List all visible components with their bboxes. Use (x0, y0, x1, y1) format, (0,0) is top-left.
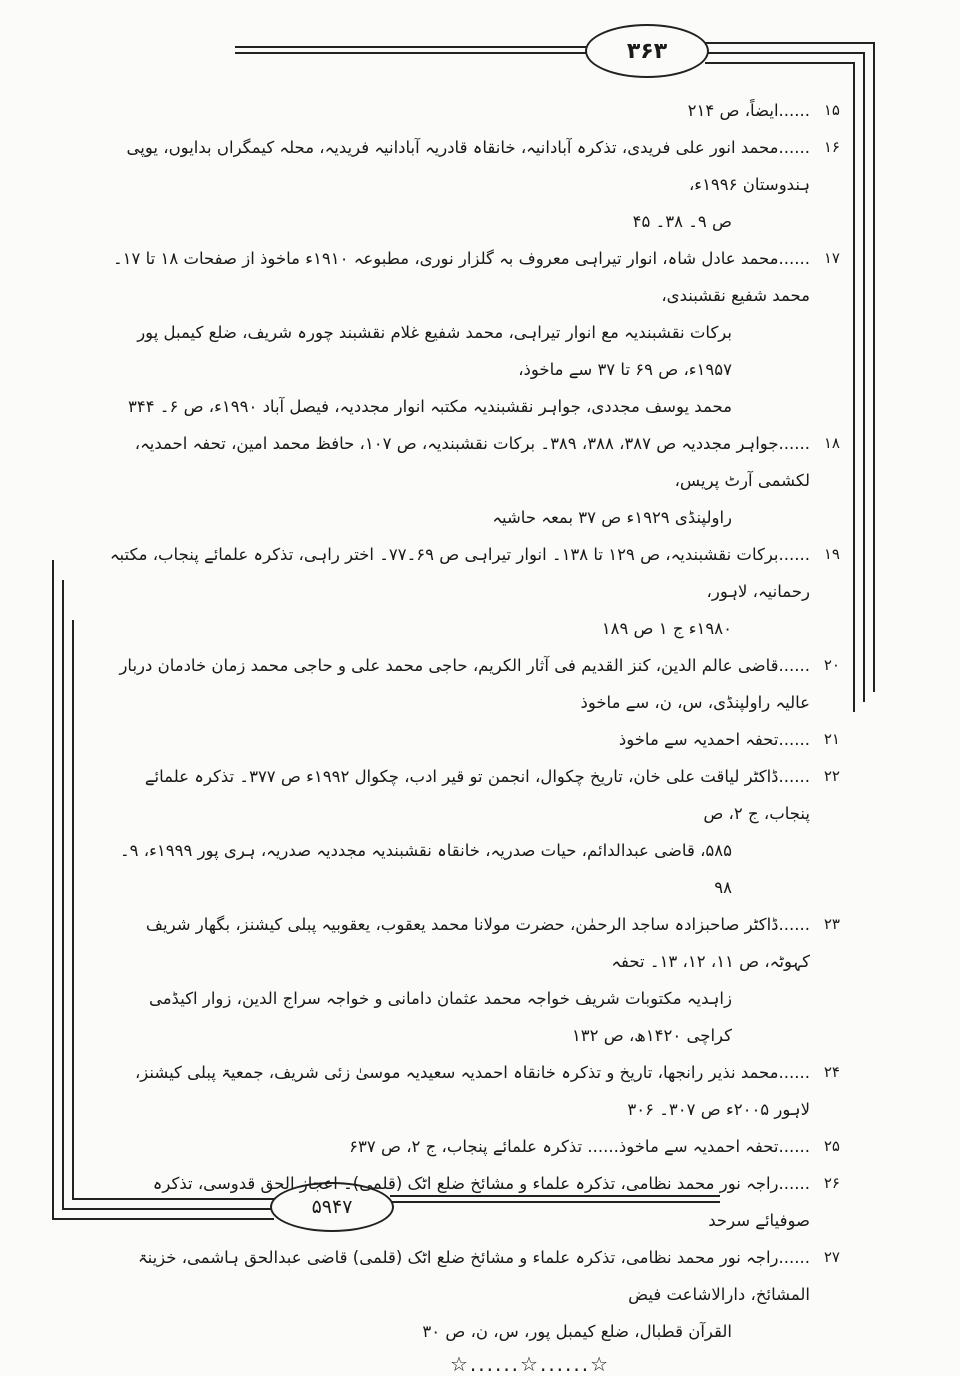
note (100, 1054, 840, 1128)
note-line: ......ایضاً، ص ۲۱۴ (687, 101, 810, 120)
note-line: ......محمد نذیر رانجھا، تاریخ و تذکرہ خانقاہ احمدیہ سعیدیہ موسیٰ زئی شریف، جمعیۃ پبلی کیشنز، لاہور ۲۰۰۵ء ص ۳۰۷۔ ۳۰۶ (134, 1063, 810, 1119)
note-line: راولپنڈی ۱۹۲۹ء ص ۳۷ بمعہ حاشیہ (492, 508, 732, 527)
note-line: ......تحفہ احمدیہ سے ماخوذ (618, 730, 810, 749)
note-line: ۵۸۵، قاضی عبدالدائم، حیات صدریہ، خانقاہ نقشبندیہ مجددیہ صدریہ، ہری پور ۱۹۹۹ء، ۹۔ ۹۸ (120, 841, 732, 897)
note (100, 1128, 840, 1165)
frame-left-v2 (62, 580, 64, 1210)
frame-left-v1 (52, 560, 54, 1220)
note-number: ۱۸ (823, 434, 840, 452)
note-number: ۲۷ (823, 1248, 840, 1266)
note-number: ۲۲ (823, 767, 840, 785)
note (100, 721, 840, 758)
frame-top-line-2 (235, 52, 590, 54)
frame-top-right-h2 (705, 52, 865, 54)
frame-top-right-h1 (705, 42, 875, 44)
note (100, 1239, 840, 1350)
note (100, 906, 840, 1054)
note-line: ......قاضی عالم الدین، کنز القدیم فی آثار الکریم، حاجی محمد علی و حاجی محمد زمان خادمان دربار عالیہ راولپنڈی، س، ن، سے ماخوذ (119, 656, 810, 712)
note-number: ۲۱ (823, 730, 840, 748)
note (100, 425, 840, 536)
frame-left-v3 (72, 620, 74, 1200)
note-line: ......راجہ نور محمد نظامی، تذکرہ علماء و مشائخ ضلع اٹک (قلمی)۔ اعجاز الحق قدوسی، تذکرہ صوفیائے سرحد (152, 1174, 810, 1230)
note-line: ......جواہر مجددیہ ص ۳۸۷، ۳۸۸، ۳۸۹۔ برکات نقشبندیہ، ص ۱۰۷، حافظ محمد امین، تحفہ احمدیہ، لکشمی آرٹ پریس، (134, 434, 810, 490)
note-line: ......تحفہ احمدیہ سے ماخوذ...... تذکرہ علمائے پنجاب، ج ۲، ص ۶۳۷ (349, 1137, 810, 1156)
bottom-page-number: ۵۹۴۷ (270, 1182, 394, 1232)
frame-top-right-h3 (705, 62, 855, 64)
note-number: ۲۰ (823, 656, 840, 674)
frame-right-v3 (853, 62, 855, 712)
note-line: ......محمد عادل شاہ، انوار تیراہی معروف بہ گلزار نوری، مطبوعہ ۱۹۱۰ء ماخوذ از صفحات ۱۸ تا ۱۷۔ محمد شفیع نقشبندی، (112, 249, 810, 305)
note-line: ......برکات نقشبندیہ، ص ۱۲۹ تا ۱۳۸۔ انوار تیراہی ص ۶۹۔۷۷۔ اختر راہی، تذکرہ علمائے پنجاب، مکتبہ رحمانیہ، لاہور، (109, 545, 810, 601)
note-number: ۱۹ (823, 545, 840, 563)
note-line: ۱۹۸۰ء ج ۱ ص ۱۸۹ (601, 619, 732, 638)
note-number: ۱۶ (823, 138, 840, 156)
note (100, 647, 840, 721)
note-number: ۱۷ (823, 249, 840, 267)
note-number: ۱۵ (823, 101, 840, 119)
note (100, 129, 840, 240)
note-number: ۲۵ (823, 1137, 840, 1155)
frame-top-line-1 (235, 46, 590, 48)
note (100, 92, 840, 129)
note-line: برکات نقشبندیہ مع انوار تیراہی، محمد شفیع غلام نقشبند چورہ شریف، ضلع کیمبل پور ۱۹۵۷ء، ص ۶۹ تا ۳۷ سے ماخوذ، (137, 323, 732, 379)
frame-right-v1 (873, 42, 875, 692)
frame-right-v2 (863, 52, 865, 702)
note-number: ۲۶ (823, 1174, 840, 1192)
note-line: القرآن قطبال، ضلع کیمبل پور، س، ن، ص ۳۰ (422, 1322, 732, 1341)
note-line: ص ۹۔ ۳۸۔ ۴۵ (632, 212, 732, 231)
end-mark: ☆......☆......☆ (449, 1352, 611, 1376)
note-line: ......محمد انور علی فریدی، تذکرہ آبادانیہ، خانقاہ قادریہ آبادانیہ فریدیہ، محلہ کیمگراں بدایوں، یوپی ہندوستان ۱۹۹۶ء، (126, 138, 810, 194)
note (100, 536, 840, 647)
note-number: ۲۳ (823, 915, 840, 933)
note (100, 240, 840, 425)
note-line: ......ڈاکٹر صاحبزادہ ساجد الرحمٰن، حضرت مولانا محمد یعقوب، یعقوبیہ پبلی کیشنز، بگھار شریف کہوٹہ، ص ۱۱، ۱۲، ۱۳۔ تحفہ (145, 915, 810, 971)
note-line: محمد یوسف مجددی، جواہر نقشبندیہ مکتبہ انوار مجددیہ، فیصل آباد ۱۹۹۰ء، ص ۶۔ ۳۴۴ (127, 397, 732, 416)
note-line: ......ڈاکٹر لیاقت علی خان، تاریخ چکوال، انجمن تو قیر ادب، چکوال ۱۹۹۲ء ص ۳۷۷۔ تذکرہ علمائے پنجاب، ج ۲، ص (144, 767, 810, 823)
note-line: زاہدیہ مکتوبات شریف خواجہ محمد عثمان دامانی و خواجہ سراج الدین، زوار اکیڈمی کراچی ۱۴۲۰ھ، ص ۱۳۲ (148, 989, 732, 1045)
footnotes (100, 92, 840, 1376)
note-number: ۲۴ (823, 1063, 840, 1081)
note-line: ......راجہ نور محمد نظامی، تذکرہ علماء و مشائخ ضلع اٹک (قلمی) قاضی عبدالحق ہاشمی، خزینۃ المشائخ، دارالاشاعت فیض (137, 1248, 810, 1304)
top-page-number: ۳۶۳ (585, 24, 709, 78)
note (100, 758, 840, 906)
note (100, 1165, 840, 1239)
